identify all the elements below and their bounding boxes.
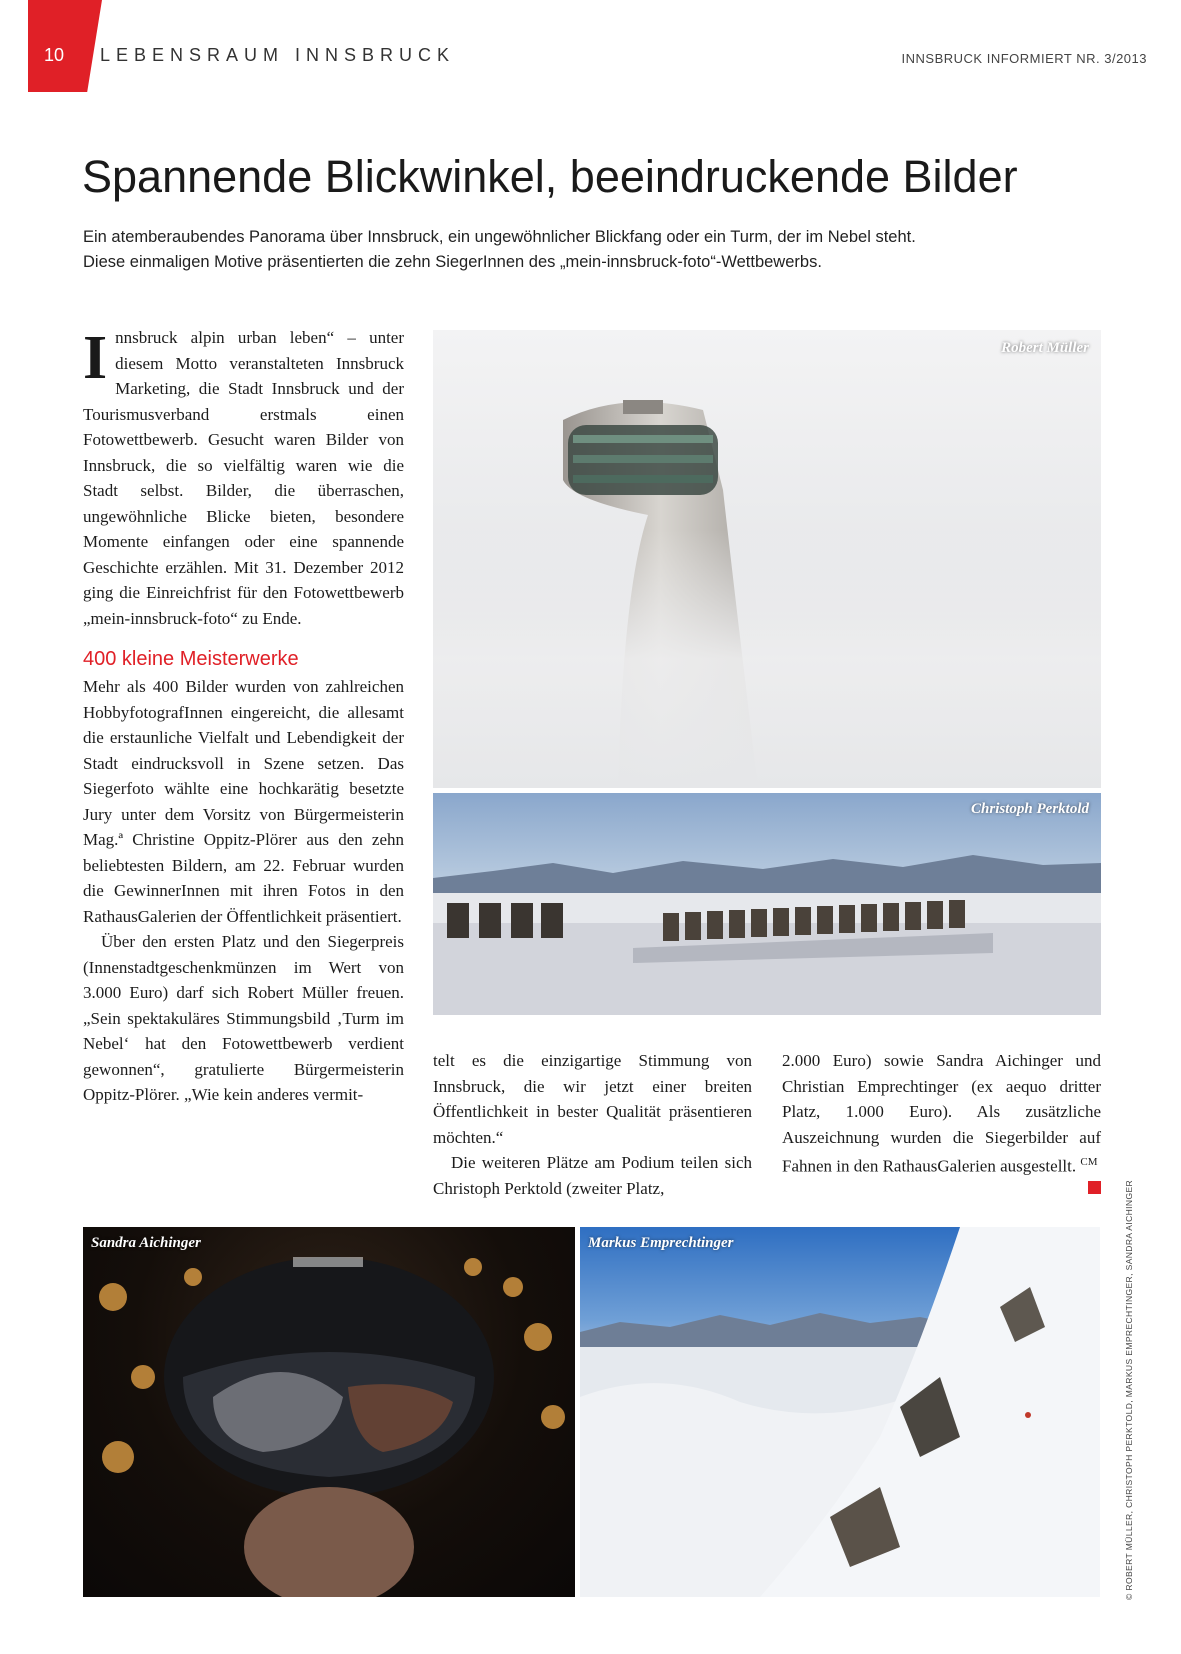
author-tag: CM — [1080, 1156, 1098, 1168]
paragraph-3: Über den ersten Platz und den Siegerpreis (Innenstadtgeschenkmünzen im Wert von 3.000 Euro) darf sich Robert Müller freuen. „Sein spektakuläres Stimmungsbild ‚Turm im Nebel‘ hat den Fotowettbewerb verdient gewonnen“, gratulierte Bürgermeisterin Oppitz-Plörer. „Wie kein anderes vermit- — [83, 932, 404, 1104]
end-mark — [1088, 1181, 1101, 1194]
paragraph-2: Mehr als 400 Bilder wurden von zahlreichen HobbyfotografInnen eingereicht, die allesamt die erstaunliche Vielfalt und Lebendigkeit der Stadt eindrucksvoll in Szene setzen. Das Siegerfoto wählte eine hochkarätig besetzte Jury unter dem Vorsitz von Bürgermeisterin Mag.ª Christine Oppitz-Plörer aus den zehn beliebtesten Bildern, am 22. Februar wurden die GewinnerInnen mit ihren Fotos in den RathausGalerien der Öffentlichkeit präsentiert. — [83, 677, 404, 926]
photo-credit-robert: Robert Müller — [1001, 340, 1089, 356]
page-number-tab — [28, 0, 102, 92]
tower-illustration — [433, 330, 1101, 788]
lead-line-2: Diese einmaligen Motive präsentierten die zehn SiegerInnen des „mein-innsbruck-foto“-Wettbewerbs. — [83, 253, 822, 271]
subheading: 400 kleine Meisterwerke — [83, 648, 299, 670]
photo-skier-mountain — [580, 1227, 1100, 1597]
intro-paragraph — [83, 325, 404, 631]
intro-text: nnsbruck alpin urban leben“ – unter diesem Motto veranstalteten Innsbruck Marketing, die Stadt Innsbruck und der Tourismusverband erstmals einen Fotowettbewerb. Gesucht waren Bilder von Innsbruck, die so vielfältig waren wie die Stadt selbst. Bilder, die überraschen, ungewöhnliche Blicke bieten, besondere Momente einfangen oder eine spannende Geschichte erzählen. Mit 31. Dezember 2012 ging die Einreichfrist für den Fotowettbewerb „mein-innsbruck-foto“ zu Ende. — [83, 328, 404, 628]
drop-cap: I — [83, 324, 108, 392]
text-column-2 — [433, 1048, 752, 1201]
article-lead — [83, 225, 1123, 275]
paragraph-5: Die weiteren Plätze am Podium teilen sich Christoph Perktold (zweiter Platz, — [433, 1153, 752, 1198]
lead-line-1: Ein atemberaubendes Panorama über Innsbruck, ein ungewöhnlicher Blickfang oder ein Turm, der im Nebel steht. — [83, 228, 916, 246]
closing-text: 2.000 Euro) sowie Sandra Aichinger und Christian Emprechtinger (ex aequo dritter Platz, 1.000 Euro). Als zusätzliche Auszeichnung wurden die Siegerbilder auf Fahnen in den RathausGalerien ausgestellt. — [782, 1051, 1101, 1176]
section-title: LEBENSRAUM INNSBRUCK — [100, 45, 456, 65]
photo-tower-in-fog — [433, 330, 1101, 788]
deck-chairs-illustration — [433, 793, 1101, 1015]
paragraph-4: telt es die einzigartige Stimmung von Innsbruck, die wir jetzt einer breiten Öffentlichkeit in bester Qualität präsentieren möchten.“ — [433, 1051, 752, 1147]
helmet-illustration — [83, 1227, 575, 1597]
text-column-3 — [782, 1048, 1101, 1179]
photo-credit-markus: Markus Emprechtinger — [588, 1235, 734, 1251]
issue-label: INNSBRUCK INFORMIERT NR. 3/2013 — [901, 51, 1147, 66]
photo-credit-sandra: Sandra Aichinger — [91, 1235, 201, 1251]
paragraph-6 — [782, 1048, 1101, 1179]
photo-deck-chairs — [433, 793, 1101, 1015]
photo-helmet-reflection — [83, 1227, 575, 1597]
mountain-illustration — [580, 1227, 1100, 1597]
photo-copyright: © ROBERT MÜLLER, CHRISTOPH PERKTOLD, MARKUS EMPRECHTINGER, SANDRA AICHINGER — [1124, 1179, 1134, 1600]
article-title: Spannende Blickwinkel, beeindruckende Bilder — [82, 151, 1018, 202]
page-number: 10 — [44, 45, 65, 65]
photo-credit-christoph: Christoph Perktold — [971, 801, 1089, 817]
text-column-1 — [83, 325, 404, 1108]
